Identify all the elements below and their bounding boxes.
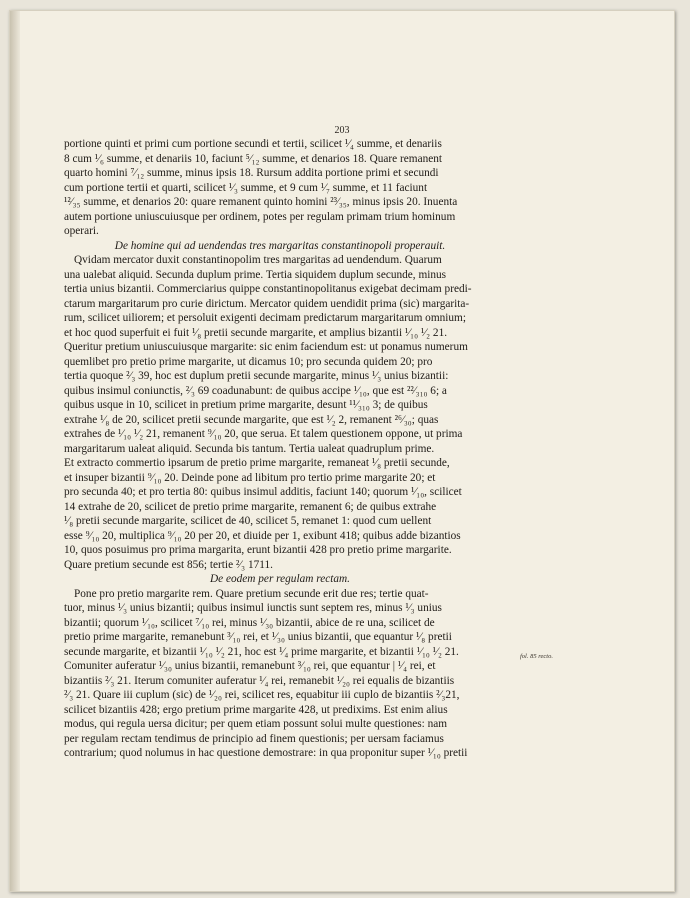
text-line: scilicet bizantiis 428; ergo pretium prime margarite 428, ut predixims. Est enim alius — [64, 703, 448, 716]
text-line: ctarum margaritarum pro curie dirictum. Mercator quidem uendidit prima (sic) margarita- — [64, 297, 470, 310]
text-line: Et extracto commertio ipsarum de pretio prime margarite, remaneat ¹⁄₈ pretii secunde, — [64, 457, 450, 469]
text-line: 8 cum ¹⁄₆ summe, et denariis 10, faciunt ⁵⁄₁₂ summe, et denarios 18. Quare remanent — [64, 152, 443, 165]
text-line: pro secunda 40; et pro tertia 80: quibus insimul additis, faciunt 140; quorum ¹⁄₁₀, scilicet — [64, 486, 462, 498]
main-text-block — [64, 137, 496, 761]
text-line: extrahes de ¹⁄₁₀ ¹⁄₂ 21, remanent ⁹⁄₁₀ 20, que serua. Et talem questionem oppone, ut prima — [64, 428, 463, 440]
marginal-note: fol. 85 recto. — [520, 653, 553, 660]
text-line: rum, scilicet uiliorem; et persoluit exigenti decimam predictarum margaritarum omnium; — [64, 312, 466, 324]
text-line: portione quinti et primi cum portione secundi et tertii, scilicet ¹⁄₄ summe, et denariis — [64, 138, 442, 150]
text-line: tertia unius bizantii. Commerciarius quippe constantinopolitanus exigebat decimam predi- — [64, 283, 472, 295]
text-line: et insuper bizantii ⁹⁄₁₀ 20. Deinde pone ad libitum pro tertio prime margarite 20; et — [64, 471, 436, 484]
text-line: esse ⁹⁄₁₀ 20, multiplica ⁹⁄₁₀ 20 per 20, et diuide per 1, exibunt 418; quibus adde bizantios — [64, 529, 461, 542]
text-line: extrahe ¹⁄₈ de 20, scilicet pretii secunde margarite, que est ¹⁄₂ 2, remanent ²⁶⁄₃₀; quas — [64, 413, 439, 426]
text-line: ¹²⁄₃₅ summe, et denarios 20: quare remanent quinto homini ²³⁄₃₅, minus ipsis 20. Inuenta — [64, 196, 458, 208]
text-line: Queritur pretium uniuscuiusque margarite: sic enim faciendum est: ut ponamus numerum — [64, 341, 468, 353]
text-line: tuor, minus ¹⁄₃ unius bizantii; quibus insimul iunctis sunt septem res, minus ¹⁄₃ unius — [64, 602, 442, 614]
text-line: tertia quoque ²⁄₃ 39, hoc est duplum pretii secunde margarite, minus ¹⁄₃ unius bizantii: — [64, 370, 449, 382]
text-line: ¹⁄₈ pretii secunde margarite, scilicet de 40, scilicet 5, remanet 1: quod cum uellent — [64, 515, 432, 527]
text-line: bizantii; quorum ¹⁄₁₀, scilicet ⁷⁄₁₀ rei, minus ¹⁄₃₀ bizantii, abice de re una, scilicet de — [64, 616, 435, 629]
page-number: 203 — [334, 125, 350, 136]
text-line: Comuniter auferatur ¹⁄₃₀ unius bizantii, remanebunt ³⁄₁₀ rei, que equantur | ¹⁄₄ rei, et — [64, 660, 436, 672]
text-line: 10, quos posuimus pro prima margarita, erunt bizantii 428 pro pretio prime margarite. — [64, 544, 452, 556]
text-line: et hoc quod superfuit ei fuit ¹⁄₈ pretii secunde margarite, et amplius bizantii ¹⁄₁₀ ¹⁄₂ 21. — [64, 326, 448, 339]
text-line: cum portione tertii et quarti, scilicet ¹⁄₃ summe, et 9 cum ¹⁄₇ summe, et 11 faciunt — [64, 181, 428, 194]
text-line: contrarium; quod nolumus in hac questione demostrare: in qua proponitur super ¹⁄₁₀ pretii — [64, 747, 468, 759]
text-line: autem portione uniuscuiusque per ordinem, potes per regulam primam trium hominum — [64, 210, 456, 223]
text-line: quarto homini ⁷⁄₁₂ summe, minus ipsis 18. Rursum addita portione primi et secundi — [64, 167, 439, 179]
text-line: quibus insimul coniunctis, ²⁄₃ 69 coadunabunt: de quibus accipe ¹⁄₁₀, que est ²²⁄₃₁₀ 6; a — [64, 384, 447, 397]
text-line: operari. — [64, 225, 99, 237]
text-line: quemlibet pro pretio prime margarite, ut dicamus 10; pro secunda quidem 20; pro — [64, 355, 433, 368]
text-line: pretio prime margarite, remanebunt ³⁄₁₀ rei, et ¹⁄₃₀ unius bizantii, que equantur ¹⁄₈ pretii — [64, 631, 452, 643]
page-binding-shadow — [10, 11, 20, 891]
text-line: modus, qui regula uersa dicitur; per quem etiam possunt solui multe questiones: nam — [64, 718, 448, 730]
section-heading: De eodem per regulam rectam. — [209, 573, 351, 585]
text-line: 14 extrahe de 20, scilicet de pretio prime margarite, remanent 6; de quibus extrahe — [64, 500, 437, 513]
book-page — [9, 10, 675, 892]
text-line: bizantiis ²⁄₃ 21. Iterum comuniter auferatur ¹⁄₄ rei, remanebit ¹⁄₂₀ rei equalis de bizantiis — [64, 674, 455, 687]
text-line: Pone pro pretio margarite rem. Quare pretium secunde erit due res; tertie quat- — [74, 587, 429, 600]
text-line: secunde margarite, et bizantii ¹⁄₁₀ ¹⁄₂ 21, hoc est ¹⁄₄ prime margarite, et bizantii ¹⁄₁₀ ¹⁄₂ 21. — [64, 645, 459, 658]
text-line: una ualebat aliquid. Secunda duplum prime. Tertia siquidem duplum secunde, minus — [64, 268, 447, 281]
text-line: Quare pretium secunde est 856; tertie ²⁄₃ 1711. — [64, 558, 273, 571]
text-line: Qvidam mercator duxit constantinopolim tres margaritas ad uendendum. Quarum — [74, 254, 442, 266]
text-line: quibus usque in 10, scilicet in pretium prime margarite, desunt ¹¹⁄₃₁₀ 3; de quibus — [64, 399, 428, 411]
text-line: per regulam rectam tendimus de principio ad finem questionis; per uersam faciamus — [64, 732, 444, 745]
text-line: ²⁄₃ 21. Quare iii cuplum (sic) de ¹⁄₂₀ rei, scilicet res, equabitur iii cuplo de bizantiis ²⁄₃21, — [64, 689, 460, 701]
section-heading: De homine qui ad uendendas tres margaritas constantinopoli properauit. — [114, 239, 446, 252]
text-line: margaritarum ualeat aliquid. Secunda bis tantum. Tertia ualeat quadruplum prime. — [64, 442, 435, 455]
